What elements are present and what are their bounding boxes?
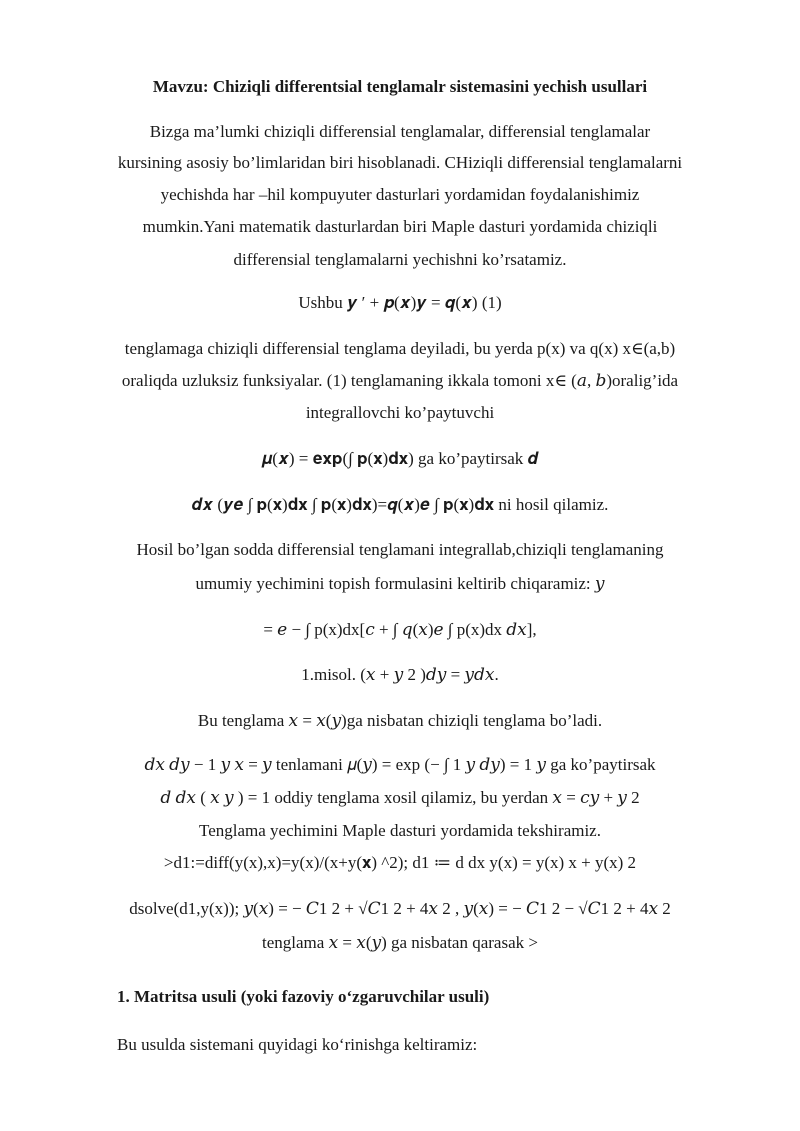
equation-1-prefix: Ushbu <box>298 293 347 312</box>
mu-formula: 𝝁(𝒙) = 𝐞𝐱𝐩(∫ 𝐩(𝐱)𝐝𝐱) <box>261 449 414 468</box>
equation-1 <box>60 292 740 314</box>
definition-line-3: integrallovchi ko’paytuvchi <box>305 403 495 422</box>
maple-check-line: Tenglama yechimini Maple dasturi yordamida tekshiramiz. <box>199 821 601 840</box>
mu-formula-text: ga ko’paytirsak <box>413 449 528 468</box>
definition-line-1: tenglamaga chiziqli differensial tenglama deyiladi, bu yerda p(x) va q(x) x∈(a,b) <box>124 339 676 358</box>
intro-line-5: differensial tenglamalarni yechishni ko’rsatamiz. <box>233 250 567 269</box>
dx-formula: 𝒅𝒙 (𝒚𝒆 ∫ 𝐩(𝐱)𝐝𝐱 ∫ 𝐩(𝐱)𝐝𝐱)=𝒒(𝒙)𝒆 ∫ 𝐩(𝐱)𝐝𝐱 <box>191 495 495 514</box>
closing-line: Bu usulda sistemani quyidagi koʻrinishga keltiramiz: <box>117 1035 478 1054</box>
intro-line-2: kursining asosiy bo’limlaridan biri hisoblanadi. CHiziqli differensial tenglamalarni <box>117 153 683 172</box>
maple-code-line-3: tenglama 𝑥 = 𝑥(𝑦) ga nisbatan qarasak > <box>262 933 538 952</box>
equation-line-2: 𝑑 𝑑𝑥 ( 𝑥 𝑦 ) = 1 oddiy tenglama xosil qilamiz, bu yerdan 𝑥 = 𝑐𝑦 + 𝑦 2 <box>160 788 640 807</box>
equation-line-1: 𝑑𝑥 𝑑𝑦 − 1 𝑦 𝑥 = 𝑦 tenlamani 𝜇(𝑦) = exp (− ∫ 1 𝑦 𝑑𝑦) = 1 𝑦 ga ko’paytirsak <box>144 755 656 774</box>
dx-formula-line <box>60 494 740 516</box>
linear-wrt-x-line: Bu tenglama 𝑥 = 𝑥(𝑦)ga nisbatan chiziqli tenglama bo’ladi. <box>197 711 603 730</box>
maple-code-line-1: >d1:=diff(y(x),x)=y(x)/(x+y(𝐱) ^2); d1 ≔ d dx y(x) = y(x) x + y(x) 2 <box>163 853 637 872</box>
section-heading: 1. Matritsa usuli (yoki fazoviy oʻzgaruvchilar usuli) <box>117 987 490 1006</box>
hosil-line-2: umumiy yechimini topish formulasini keltirib chiqaramiz: 𝑦 <box>195 574 605 593</box>
mu-formula-tail: 𝒅 <box>527 449 539 468</box>
equation-1-rhs: 𝒒(𝒙) <box>444 293 478 312</box>
equation-1-lhs: 𝒚 ′ + 𝒑(𝒙)𝒚 <box>346 293 427 312</box>
hosil-line-1: Hosil bo’lgan sodda differensial tenglamani integrallab,chiziqli tenglamaning <box>136 540 664 559</box>
equation-1-number: (1) <box>477 293 502 312</box>
general-solution-formula: = 𝑒 − ∫ p(x)dx[𝑐 + ∫ 𝑞(𝑥)𝑒 ∫ p(x)dx 𝑑𝑥], <box>263 620 537 639</box>
intro-line-4: mumkin.Yani matematik dasturlardan biri Maple dasturi yordamida chiziqli <box>142 217 658 236</box>
intro-line-1: Bizga ma’lumki chiziqli differensial tenglamalar, differensial tenglamalar <box>149 122 651 141</box>
definition-line-2: oraliqda uzluksiz funksiyalar. (1) tenglamaning ikkala tomoni x∈ (𝑎, 𝑏)oralig’ida <box>121 371 679 390</box>
mu-formula-line <box>60 448 740 470</box>
page-title: Mavzu: Chiziqli differentsial tenglamalr sistemasini yechish usullari <box>152 77 648 96</box>
equation-1-equals: = <box>426 293 445 312</box>
intro-line-3: yechishda har –hil kompuyuter dasturlari yordamidan foydalanishimiz <box>160 185 640 204</box>
dx-formula-text: ni hosil qilamiz. <box>494 495 609 514</box>
example-1: 1.misol. (𝑥 + 𝑦 2 )𝑑𝑦 = 𝑦𝑑𝑥. <box>301 665 499 684</box>
maple-code-line-2: dsolve(d1,y(x)); 𝑦(𝑥) = − 𝐶1 2 + √𝐶1 2 + 4𝑥 2 , 𝑦(𝑥) = − 𝐶1 2 − √𝐶1 2 + 4𝑥 2 <box>129 899 671 918</box>
